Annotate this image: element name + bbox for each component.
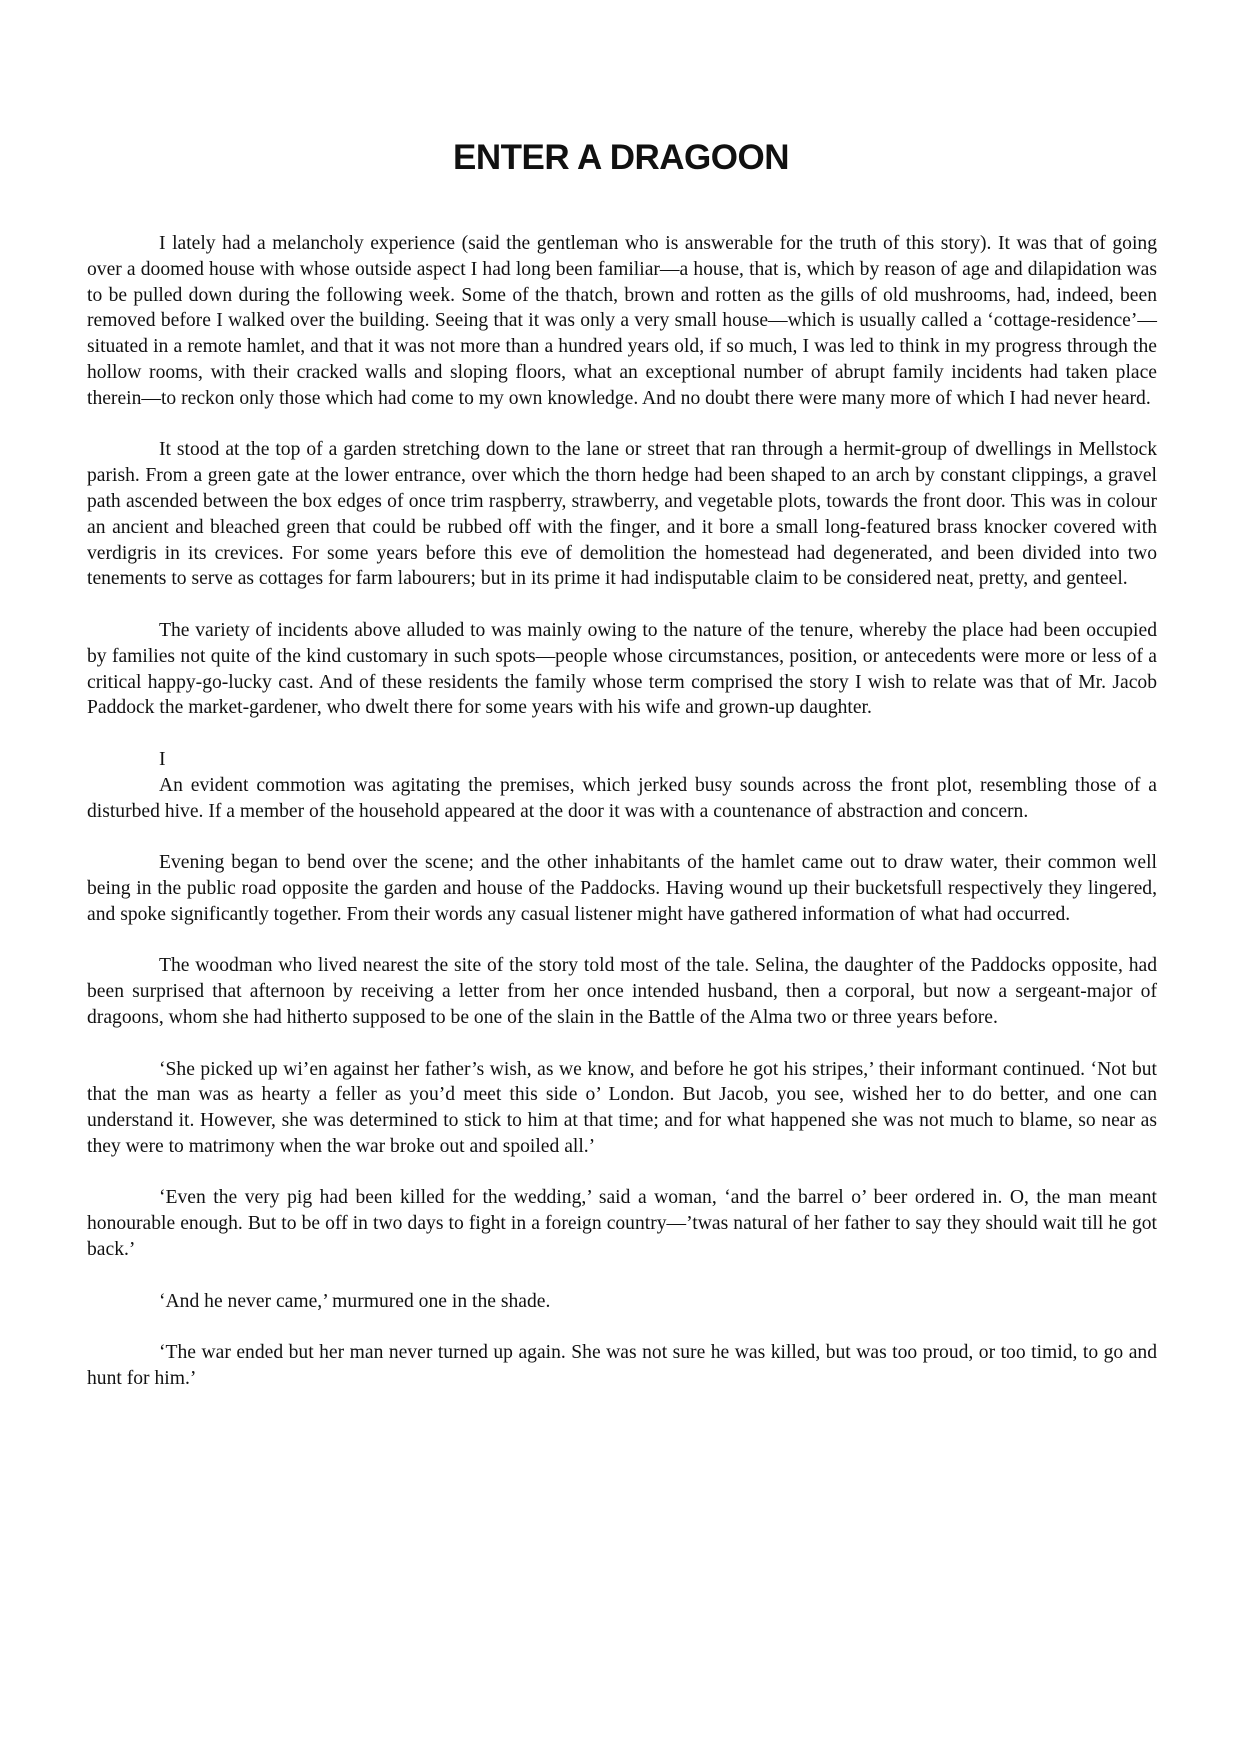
- section-number: I: [159, 748, 166, 770]
- paragraph-section-5: ‘Even the very pig had been killed for the wedding,’ said a woman, ‘and the barrel o’ beer ordered in. O, the man meant honourable enough. But to be off in two days to fight in a foreign country—’twas natural of her father to say they should wait till he got back.’: [87, 1187, 1157, 1261]
- paragraph-section-4: ‘She picked up wi’en against her father’s wish, as we know, and before he got his stripes,’ their informant continued. ‘Not but that the man was as hearty a feller as you’d meet this side o’ London. But Jacob, you see, wished her to do better, and one can understand it. However, she was determined to stick to him at that time; and for what happened she was not much to blame, so near as they were to matrimony when the war broke out and spoiled all.’: [87, 1058, 1157, 1157]
- paragraph-intro-3: The variety of incidents above alluded to was mainly owing to the nature of the tenure, whereby the place had been occupied by families not quite of the kind customary in such spots—people whose circumstances, position, or antecedents were more or less of a critical happy-go-lucky cast. And of these residents the family whose term comprised the story I wish to relate was that of Mr. Jacob Paddock the market-gardener, who dwelt there for some years with his wife and grown-up daughter.: [87, 619, 1157, 719]
- paragraph-section-6: ‘And he never came,’ murmured one in the shade.: [159, 1290, 551, 1312]
- document-title: ENTER A DRAGOON: [452, 138, 790, 177]
- document-body: [87, 231, 1157, 1418]
- paragraph-section-3: The woodman who lived nearest the site of the story told most of the tale. Selina, the daughter of the Paddocks opposite, had been surprised that afternoon by receiving a letter from her once intended husband, then a corporal, but now a sergeant-major of dragoons, whom she had hitherto supposed to be one of the slain in the Battle of the Alma two or three years before.: [87, 955, 1157, 1028]
- paragraph-section-7: ‘The war ended but her man never turned up again. She was not sure he was killed, but was too proud, or too timid, to go and hunt for him.’: [87, 1342, 1157, 1390]
- paragraph-intro-1: I lately had a melancholy experience (said the gentleman who is answerable for the truth of this story). It was that of going over a doomed house with whose outside aspect I had long been familiar—a house, that is, which by reason of age and dilapidation was to be pulled down during the following week. Some of the thatch, brown and rotten as the gills of old mushrooms, had, indeed, been removed before I walked over the building. Seeing that it was only a very small house—which is usually called a ‘cottage-residence’—situated in a remote hamlet, and that it was not more than a hundred years old, if so much, I was led to think in my progress through the hollow rooms, with their cracked walls and sloping floors, what an exceptional number of abrupt family incidents had taken place therein—to reckon only those which had come to my own knowledge. And no doubt there were many more of which I had never heard.: [87, 233, 1157, 409]
- paragraph-intro-2: It stood at the top of a garden stretching down to the lane or street that ran through a hermit-group of dwellings in Mellstock parish. From a green gate at the lower entrance, over which the thorn hedge had been shaped to an arch by constant clippings, a gravel path ascended between the box edges of once trim raspberry, strawberry, and vegetable plots, towards the front door. This was in colour an ancient and bleached green that could be rubbed off with the finger, and it bore a small long-featured brass knocker covered with verdigris in its crevices. For some years before this eve of demolition the homestead had degenerated, and been divided into two tenements to serve as cottages for farm labourers; but in its prime it had indisputable claim to be considered neat, pretty, and genteel.: [87, 439, 1157, 590]
- paragraph-section-2: Evening began to bend over the scene; and the other inhabitants of the hamlet came out to draw water, their common well being in the public road opposite the garden and house of the Paddocks. Having wound up their bucketsfull respectively they lingered, and spoke significantly together. From their words any casual listener might have gathered information of what had occurred.: [87, 852, 1157, 925]
- paragraph-section-1: An evident commotion was agitating the premises, which jerked busy sounds across the front plot, resembling those of a disturbed hive. If a member of the household appeared at the door it was with a countenance of abstraction and concern.: [87, 774, 1157, 822]
